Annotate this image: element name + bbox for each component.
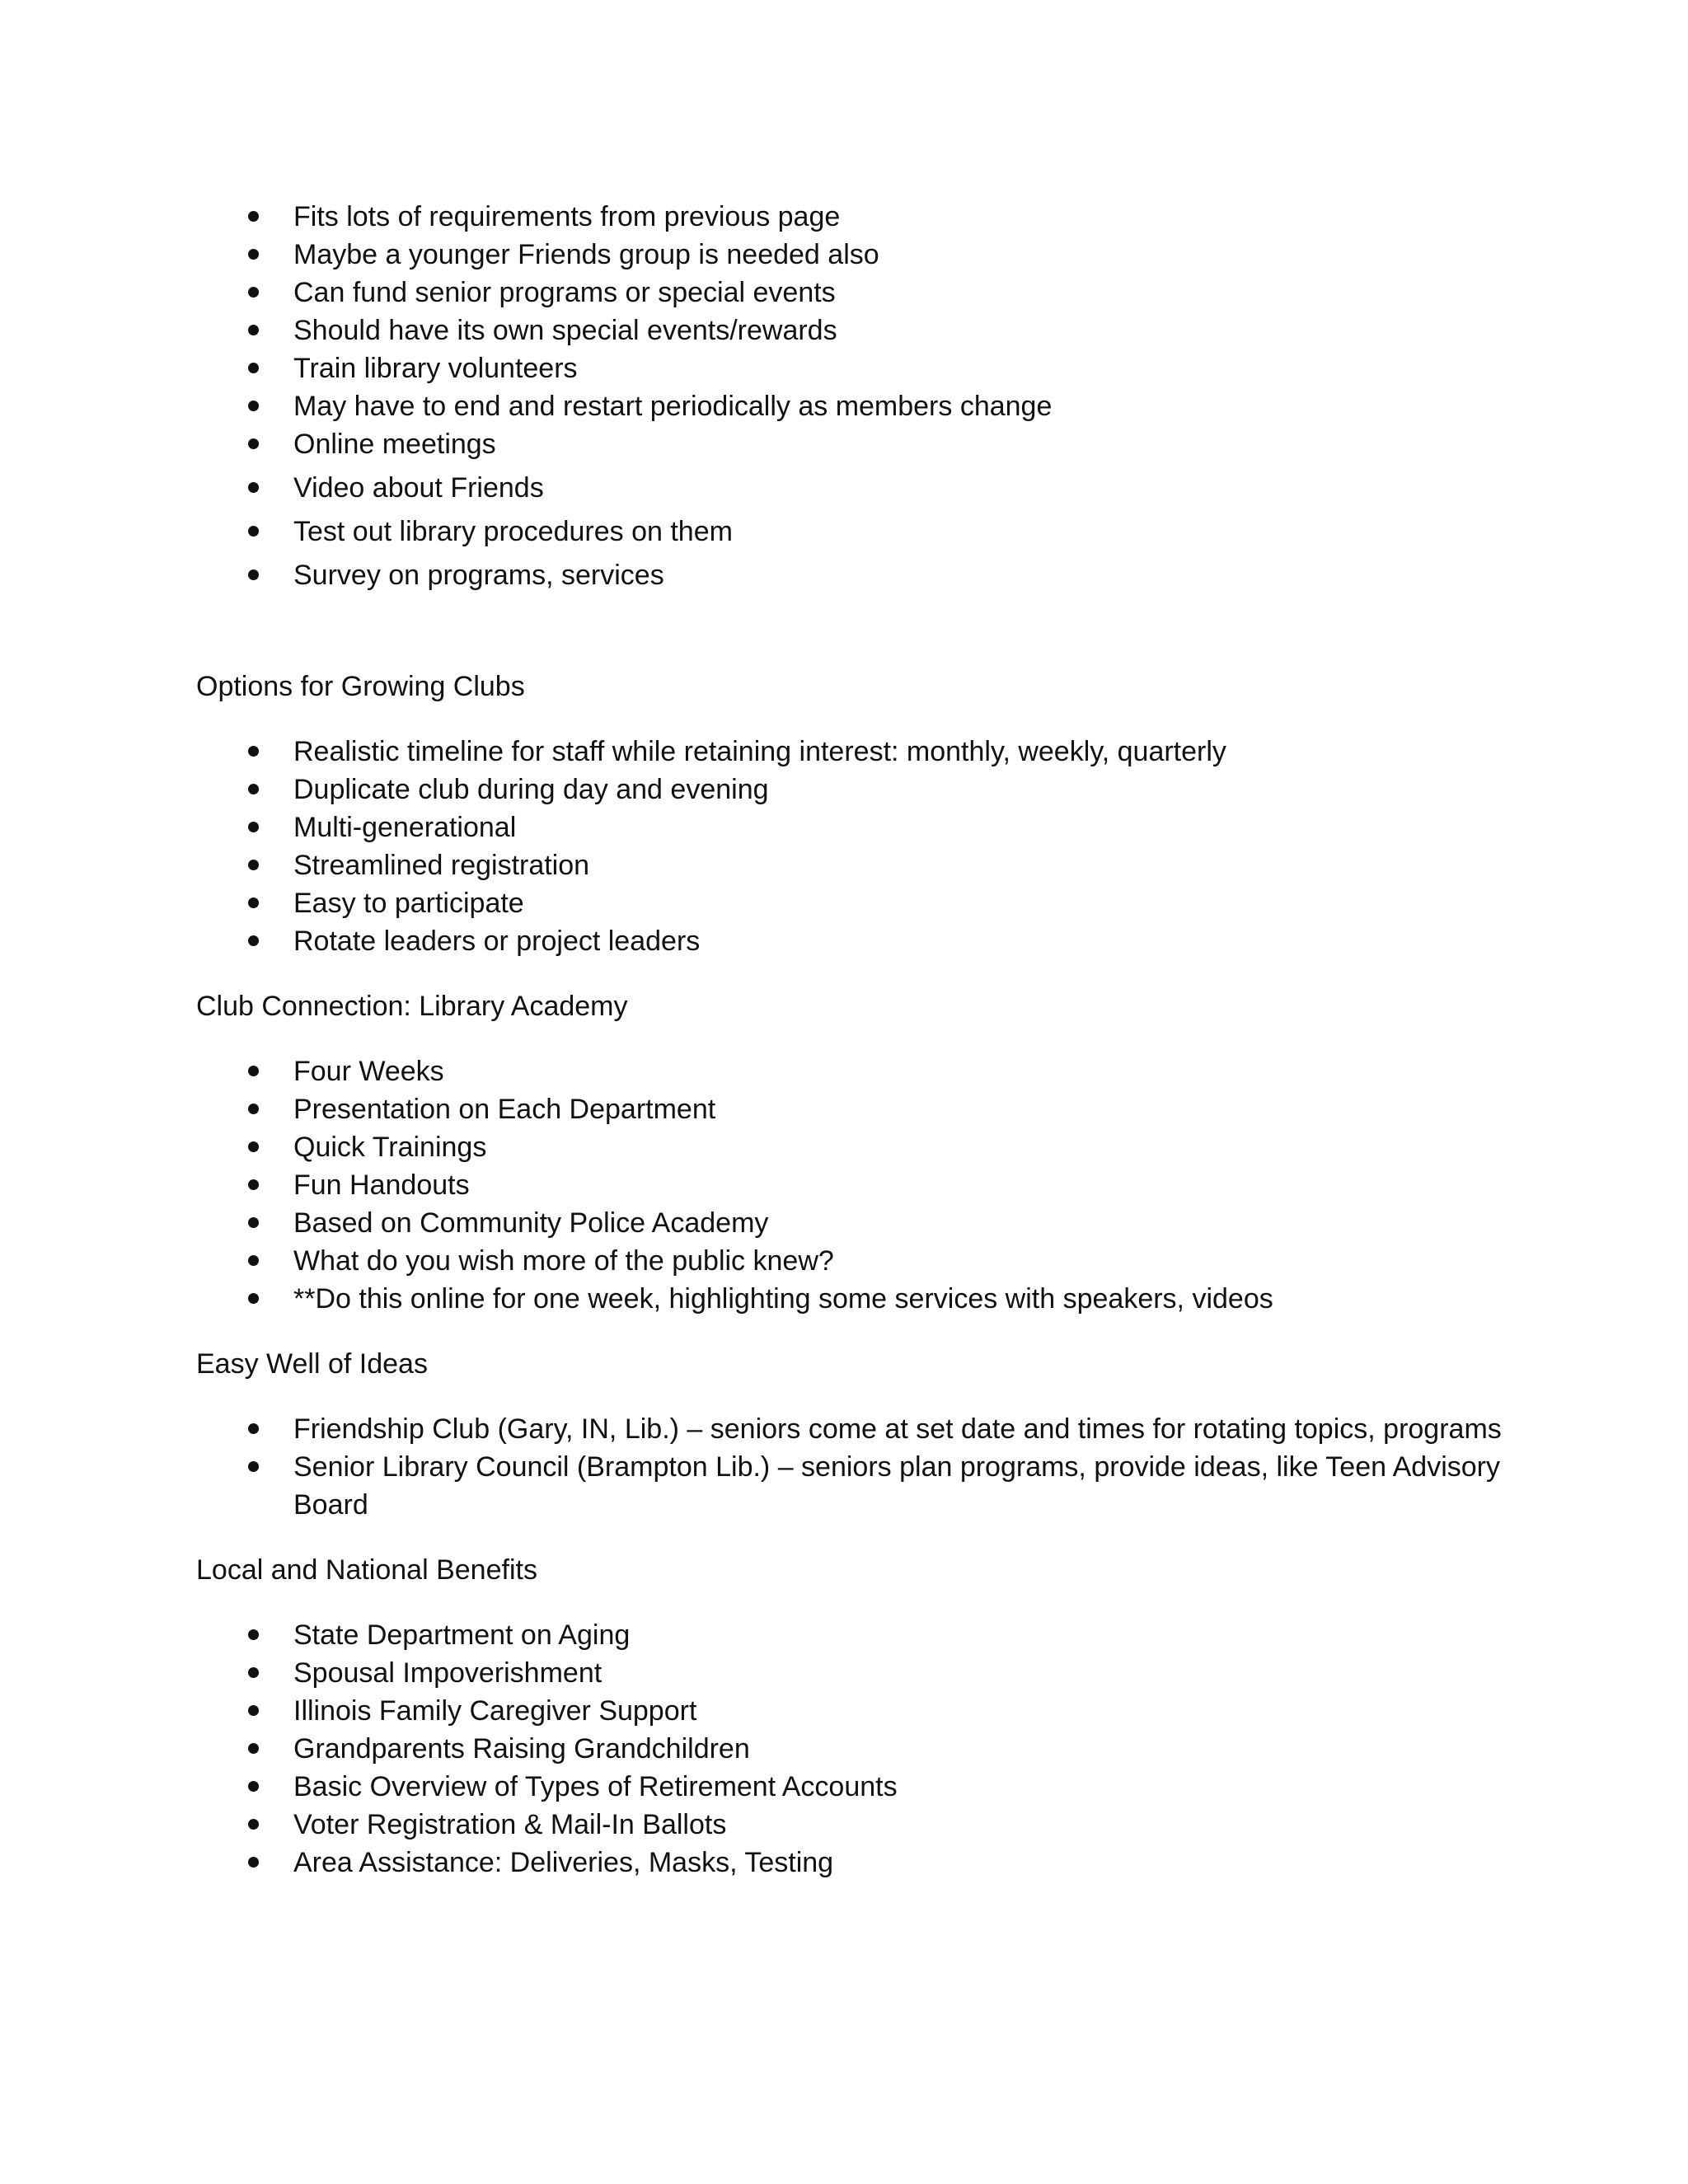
bullet-icon [248, 1104, 259, 1114]
list-item: Duplicate club during day and evening [196, 771, 1515, 808]
list-section-4 [196, 1616, 1515, 1882]
list-item: Can fund senior programs or special events [196, 274, 1515, 312]
bullet-icon [248, 1066, 259, 1076]
bullet-icon [248, 211, 259, 222]
bullet-icon [248, 363, 259, 373]
list-item: Senior Library Council (Brampton Lib.) – seniors plan programs, provide ideas, like Teen Advisory Board [196, 1448, 1563, 1524]
list-item: Area Assistance: Deliveries, Masks, Testing [196, 1844, 1515, 1882]
bullet-icon [248, 569, 259, 580]
bullet-icon [248, 822, 259, 832]
list-section-0-loose [196, 469, 1515, 594]
section-heading-benefits: Local and National Benefits [196, 1554, 537, 1586]
list-item: Video about Friends [196, 469, 1515, 507]
bullet-icon [248, 482, 259, 493]
list-item: Easy to participate [196, 884, 1515, 922]
list-item: Realistic timeline for staff while retaining interest: monthly, weekly, quarterly [196, 733, 1515, 771]
bullet-icon [248, 860, 259, 870]
bullet-icon [248, 1179, 259, 1190]
bullet-icon [248, 401, 259, 411]
bullet-icon [248, 898, 259, 908]
bullet-icon [248, 1423, 259, 1434]
list-item: Voter Registration & Mail-In Ballots [196, 1806, 1515, 1844]
list-item: Multi-generational [196, 808, 1515, 846]
list-item: Spousal Impoverishment [196, 1654, 1515, 1692]
section-heading-library-academy: Club Connection: Library Academy [196, 991, 628, 1022]
list-item: Quick Trainings [196, 1128, 1515, 1166]
list-item: Based on Community Police Academy [196, 1204, 1515, 1242]
bullet-icon [248, 287, 259, 298]
list-item: Friendship Club (Gary, IN, Lib.) – seniors come at set date and times for rotating topics, programs [196, 1410, 1563, 1448]
list-item: Maybe a younger Friends group is needed also [196, 236, 1515, 274]
bullet-icon [248, 438, 259, 449]
bullet-icon [248, 1293, 259, 1304]
bullet-icon [248, 746, 259, 757]
document-body [196, 198, 1515, 1882]
bullet-icon [248, 1819, 259, 1830]
list-item: Fun Handouts [196, 1166, 1515, 1204]
list-item: Illinois Family Caregiver Support [196, 1692, 1515, 1730]
list-item: Streamlined registration [196, 846, 1515, 884]
bullet-icon [248, 1255, 259, 1266]
list-section-0 [196, 198, 1515, 463]
bullet-icon [248, 526, 259, 537]
bullet-icon [248, 1629, 259, 1640]
list-item: Test out library procedures on them [196, 513, 1515, 551]
section-heading-growing-clubs: Options for Growing Clubs [196, 671, 525, 702]
bullet-icon [248, 1141, 259, 1152]
list-section-3 [196, 1410, 1515, 1524]
list-item: Basic Overview of Types of Retirement Accounts [196, 1768, 1515, 1806]
list-item: Should have its own special events/rewards [196, 312, 1515, 349]
list-item: Grandparents Raising Grandchildren [196, 1730, 1515, 1768]
list-item: May have to end and restart periodically as members change [196, 387, 1515, 425]
bullet-icon [248, 249, 259, 260]
list-item: Fits lots of requirements from previous page [196, 198, 1515, 236]
bullet-icon [248, 1743, 259, 1754]
list-item: Online meetings [196, 425, 1515, 463]
list-item: What do you wish more of the public knew? [196, 1242, 1515, 1280]
list-item: Survey on programs, services [196, 556, 1515, 594]
list-item: State Department on Aging [196, 1616, 1515, 1654]
bullet-icon [248, 1461, 259, 1472]
list-item: Rotate leaders or project leaders [196, 922, 1515, 960]
list-section-2 [196, 1052, 1515, 1318]
list-item: **Do this online for one week, highlighting some services with speakers, videos [196, 1280, 1515, 1318]
bullet-icon [248, 1781, 259, 1792]
bullet-icon [248, 1705, 259, 1716]
list-item: Train library volunteers [196, 349, 1515, 387]
bullet-icon [248, 1857, 259, 1868]
bullet-icon [248, 325, 259, 335]
list-item: Presentation on Each Department [196, 1090, 1515, 1128]
list-section-1 [196, 733, 1515, 960]
section-heading-easy-well-of-ideas: Easy Well of Ideas [196, 1348, 428, 1380]
bullet-icon [248, 935, 259, 946]
bullet-icon [248, 1667, 259, 1678]
bullet-icon [248, 1217, 259, 1228]
list-item: Four Weeks [196, 1052, 1515, 1090]
bullet-icon [248, 784, 259, 794]
